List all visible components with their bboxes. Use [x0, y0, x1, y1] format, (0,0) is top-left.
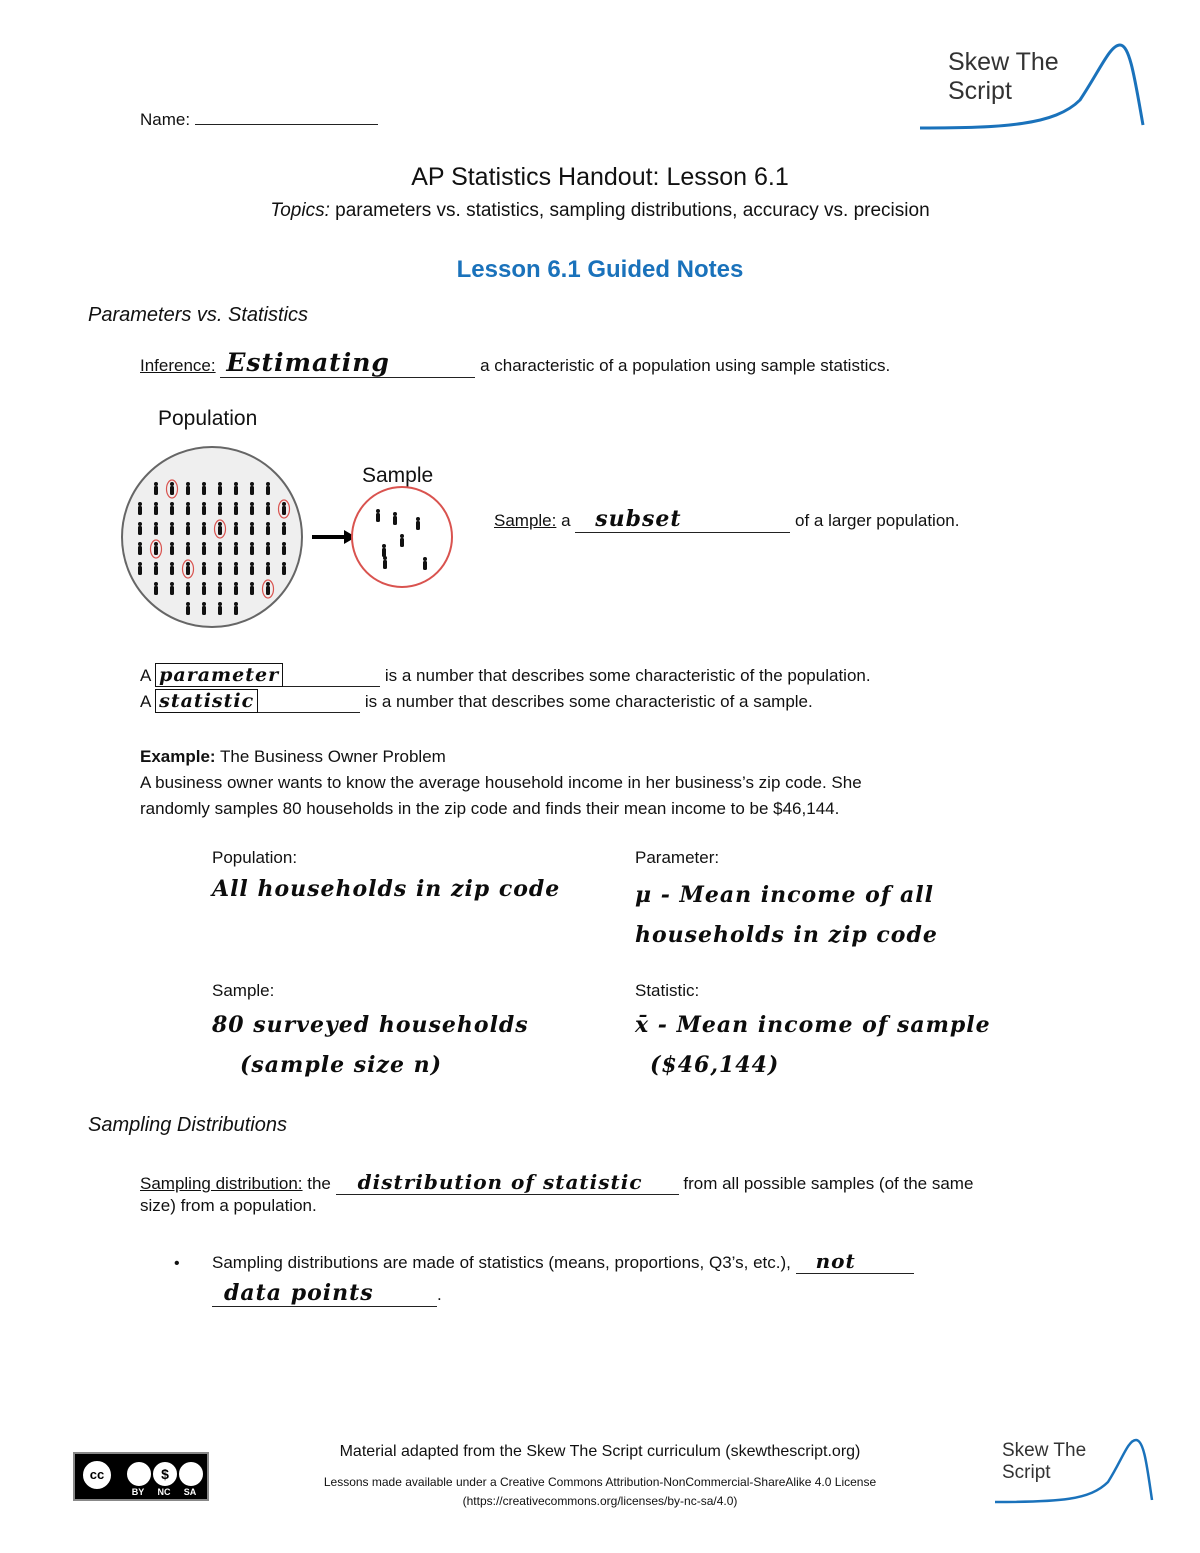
- inference-label: Inference:: [140, 356, 216, 375]
- footer-logo-text-1: Skew The: [1002, 1440, 1087, 1461]
- sample-person-icon: [376, 509, 380, 522]
- population-person-icon: [282, 562, 286, 575]
- population-person-icon: [170, 522, 174, 535]
- sample-def-a: a: [556, 511, 576, 530]
- inference-blank[interactable]: [220, 348, 475, 378]
- bullet-answer-2: data points: [224, 1280, 374, 1306]
- population-person-icon: [250, 582, 254, 595]
- population-person-icon: [154, 482, 158, 495]
- population-person-icon: [234, 522, 238, 535]
- sample-person-icon: [423, 557, 427, 570]
- population-person-icon: [202, 482, 206, 495]
- sampling-distribution-definition: [140, 1170, 973, 1195]
- statistic-answer: statistic: [155, 689, 258, 713]
- cc-icon: cc: [81, 1459, 113, 1491]
- population-person-icon: [250, 482, 254, 495]
- name-blank[interactable]: [195, 108, 378, 125]
- statistic-blank[interactable]: [155, 690, 360, 713]
- statistic-a: A: [140, 692, 151, 711]
- footer-material: Material adapted from the Skew The Script curriculum (skewthescript.org): [339, 1443, 861, 1460]
- bullet-end: .: [437, 1285, 442, 1304]
- sd-answer: distribution of statistic: [357, 1170, 643, 1194]
- footer-logo-text-2: Script: [1002, 1461, 1051, 1483]
- sample-definition: [494, 506, 959, 533]
- population-person-icon: [250, 502, 254, 515]
- population-person-icon: [218, 562, 222, 575]
- sample-person-icon: [416, 517, 420, 530]
- example-block: [140, 744, 862, 822]
- sample-answer-1: 80 surveyed households: [212, 1012, 529, 1038]
- page-title: AP Statistics Handout: Lesson 6.1: [411, 163, 789, 191]
- population-person-icon: [170, 482, 174, 495]
- population-person-icon: [234, 482, 238, 495]
- population-person-icon: [234, 582, 238, 595]
- example-label: Example:: [140, 747, 216, 766]
- population-person-icon: [234, 602, 238, 615]
- population-person-icon: [170, 562, 174, 575]
- sample-label: Sample: [362, 464, 434, 487]
- statistic-answer-2: ($46,144): [650, 1052, 780, 1078]
- population-person-icon: [186, 522, 190, 535]
- sample-person-icon: [382, 544, 386, 557]
- sample-answer: subset: [595, 506, 682, 532]
- bullet-blank-1[interactable]: [796, 1249, 914, 1274]
- population-person-icon: [250, 542, 254, 555]
- population-person-icon: [218, 522, 222, 535]
- population-person-icon: [218, 582, 222, 595]
- sample-person-icon: [393, 512, 397, 525]
- topics-label: Topics:: [270, 200, 330, 221]
- population-person-icon: [202, 582, 206, 595]
- section-heading-sampling: Sampling Distributions: [88, 1114, 287, 1136]
- population-person-icon: [218, 542, 222, 555]
- population-person-icon: [186, 482, 190, 495]
- population-person-icon: [186, 502, 190, 515]
- example-text-1: A business owner wants to know the average household income in her business’s zip code. She: [140, 773, 862, 792]
- population-person-icon: [282, 542, 286, 555]
- population-person-icon: [266, 522, 270, 535]
- population-person-icon: [186, 602, 190, 615]
- population-person-icon: [266, 582, 270, 595]
- population-person-icon: [218, 602, 222, 615]
- sample-person-icon: [400, 534, 404, 547]
- population-person-icon: [234, 542, 238, 555]
- population-person-icon: [266, 542, 270, 555]
- population-person-icon: [170, 582, 174, 595]
- sd-the: the: [302, 1174, 336, 1193]
- sd-rest: from all possible samples (of the same: [683, 1174, 974, 1193]
- population-person-icon: [170, 502, 174, 515]
- population-person-icon: [234, 502, 238, 515]
- population-person-icon: [138, 542, 142, 555]
- population-person-icon: [234, 562, 238, 575]
- statistic-rest: is a number that describes some characteristic of a sample.: [364, 692, 813, 711]
- population-person-icon: [266, 502, 270, 515]
- bullet-dot: •: [174, 1255, 180, 1272]
- population-answer: All households in zip code: [212, 876, 561, 902]
- sd-label: Sampling distribution:: [140, 1174, 303, 1193]
- name-label: Name:: [140, 110, 191, 129]
- sample-blank[interactable]: [575, 506, 790, 533]
- sd-line-2: size) from a population.: [140, 1196, 317, 1215]
- guided-notes-title: Lesson 6.1 Guided Notes: [456, 256, 744, 283]
- sample-question: Sample:: [212, 981, 275, 1000]
- population-person-icon: [202, 522, 206, 535]
- footer-logo: [990, 1436, 1155, 1508]
- parameter-definition: [140, 664, 871, 687]
- parameter-rest: is a number that describes some characteristic of the population.: [384, 666, 871, 685]
- population-person-icon: [202, 602, 206, 615]
- parameter-answer-1: μ - Mean income of all: [635, 882, 934, 908]
- cc-by-text: BY: [131, 1487, 145, 1497]
- cc-nc-text: NC: [157, 1487, 171, 1497]
- sample-person-icon: [383, 556, 387, 569]
- sample-def-rest: of a larger population.: [795, 511, 960, 530]
- population-person-icon: [250, 562, 254, 575]
- sd-blank[interactable]: [336, 1170, 679, 1195]
- section-heading-parameters: Parameters vs. Statistics: [88, 304, 309, 326]
- population-question: Population:: [212, 848, 298, 867]
- population-person-icon: [186, 582, 190, 595]
- example-title-line: [140, 744, 862, 770]
- statistic-answer-1: x̄ - Mean income of sample: [635, 1012, 991, 1038]
- population-person-icon: [218, 502, 222, 515]
- sample-answer-2: (sample size n): [240, 1052, 443, 1078]
- inference-rest: a characteristic of a population using sample statistics.: [480, 356, 891, 375]
- logo-text-line2: Script: [948, 76, 1012, 105]
- population-person-icon: [154, 562, 158, 575]
- population-person-icon: [138, 502, 142, 515]
- sample-def-label: Sample:: [494, 511, 557, 530]
- footer-license-2: (https://creativecommons.org/licenses/by-nc-sa/4.0): [462, 1494, 738, 1508]
- inference-line: [140, 348, 890, 378]
- example-title: The Business Owner Problem: [215, 747, 446, 766]
- population-person-icon: [282, 522, 286, 535]
- parameter-answer: parameter: [155, 663, 283, 687]
- cc-sa-text: SA: [183, 1487, 197, 1497]
- population-person-icon: [250, 522, 254, 535]
- footer-license-1: Lessons made available under a Creative Commons Attribution-NonCommercial-ShareAlike 4.0 License: [323, 1475, 877, 1489]
- bullet-line-1: [212, 1249, 914, 1274]
- inference-answer: Estimating: [226, 348, 390, 377]
- population-person-icon: [154, 502, 158, 515]
- parameter-question: Parameter:: [635, 848, 720, 867]
- parameter-answer-2: households in zip code: [635, 922, 938, 948]
- population-person-icon: [138, 562, 142, 575]
- example-text-2: randomly samples 80 households in the zip code and finds their mean income to be $46,144.: [140, 799, 840, 818]
- population-person-icon: [218, 482, 222, 495]
- population-person-icon: [170, 542, 174, 555]
- population-person-icon: [202, 562, 206, 575]
- topics-text: parameters vs. statistics, sampling distributions, accuracy vs. precision: [329, 200, 930, 221]
- statistic-question: Statistic:: [635, 981, 700, 1000]
- population-person-icon: [154, 522, 158, 535]
- population-person-icon: [154, 582, 158, 595]
- header-logo: [915, 40, 1150, 135]
- bullet-answer-1: not: [815, 1249, 856, 1273]
- population-person-icon: [186, 542, 190, 555]
- population-person-icon: [202, 542, 206, 555]
- population-person-icon: [266, 482, 270, 495]
- parameter-a: A: [140, 666, 151, 685]
- population-person-icon: [266, 562, 270, 575]
- population-diagram: [100, 440, 470, 640]
- cc-nc-icon: $: [151, 1460, 179, 1488]
- bullet-line-2: [212, 1280, 442, 1307]
- population-label: Population: [158, 407, 258, 430]
- statistic-definition: [140, 690, 813, 713]
- population-person-icon: [154, 542, 158, 555]
- bullet-blank-2[interactable]: [212, 1280, 437, 1307]
- population-person-icon: [282, 502, 286, 515]
- population-person-icon: [138, 522, 142, 535]
- logo-text-line1: Skew The: [948, 48, 1059, 76]
- population-person-icon: [186, 562, 190, 575]
- topics-line: [0, 200, 1200, 222]
- parameter-blank[interactable]: [155, 664, 380, 687]
- name-field: [140, 108, 378, 130]
- population-person-icon: [202, 502, 206, 515]
- bullet-text: Sampling distributions are made of statistics (means, proportions, Q3’s, etc.),: [212, 1253, 791, 1272]
